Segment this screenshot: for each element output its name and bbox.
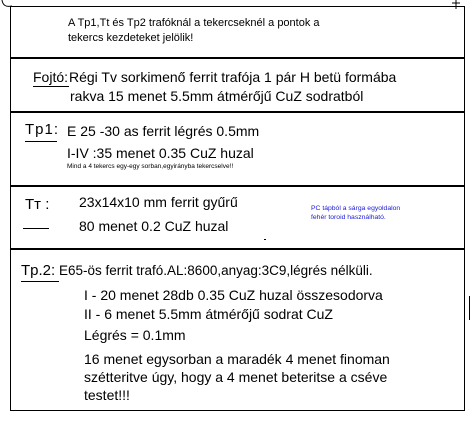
note-box: [10, 6, 465, 58]
fojto-label: Fojtó:: [33, 69, 69, 85]
fojto-line-1: Régi Tv sorkimenő ferrit trafója 1 pár H betü formába: [69, 69, 397, 85]
tp2-winding-2: II - 6 menet 5.5mm átmérőjű sodrat CuZ: [84, 306, 333, 322]
tp2-label: Tp.2:: [21, 262, 56, 279]
tt-box: [10, 186, 465, 249]
tp1-small-note: Mind a 4 tekercs egy-egy sorban,egyirányba tekercselve!!: [67, 163, 234, 170]
tp1-core: E 25 -30 as ferrit légrés 0.5mm: [67, 123, 260, 139]
tp2-core: E65-ös ferrit trafó.AL:8600,anyag:3C9,légrés nélküli.: [59, 263, 373, 278]
tp2-winding-1: I - 20 menet 28db 0.35 CuZ huzal összesodorva: [84, 287, 383, 303]
tp1-box: [10, 112, 465, 186]
tp1-label: Tp1:: [25, 121, 60, 138]
tt-label-underline: [23, 228, 49, 229]
tt-winding: 80 menet 0.2 CuZ huzal: [79, 218, 229, 234]
fojto-label-underline: [33, 86, 69, 87]
tp1-winding: I-IV :35 menet 0.35 CuZ huzal: [67, 145, 254, 161]
tp2-note-3: testet!!!: [84, 387, 130, 403]
tp2-label-underline: [21, 281, 59, 282]
margin-mark: [469, 296, 470, 320]
fojto-line-2: rakva 15 menet 5.5mm átmérőjű CuZ sodratból: [70, 88, 364, 104]
tp2-note-1: 16 menet egysorban a maradék 4 menet finoman: [84, 351, 390, 367]
tp2-note-2: szétteritve úgy, hogy a 4 menet beteritse a cséve: [84, 369, 388, 385]
note-line-2: tekercs kezdeteket jelölik!: [68, 32, 194, 44]
fojto-box: [10, 58, 465, 112]
tt-label: Tт :: [25, 196, 50, 213]
tp2-gap: Légrés = 0.1mm: [84, 327, 186, 343]
tt-pc-note-1: PC tápból a sárga egyoldalon: [311, 205, 401, 212]
tt-core: 23x14x10 mm ferrit gyűrű: [79, 194, 238, 210]
tt-dot: [264, 239, 266, 240]
tp1-label-underline: [25, 141, 57, 142]
tp2-box: [10, 249, 465, 411]
tt-pc-note-2: fehér toroid használható.: [311, 214, 386, 221]
note-line-1: A Tp1,Tt és Tp2 trafóknál a tekercseknél a pontok a: [68, 17, 320, 29]
